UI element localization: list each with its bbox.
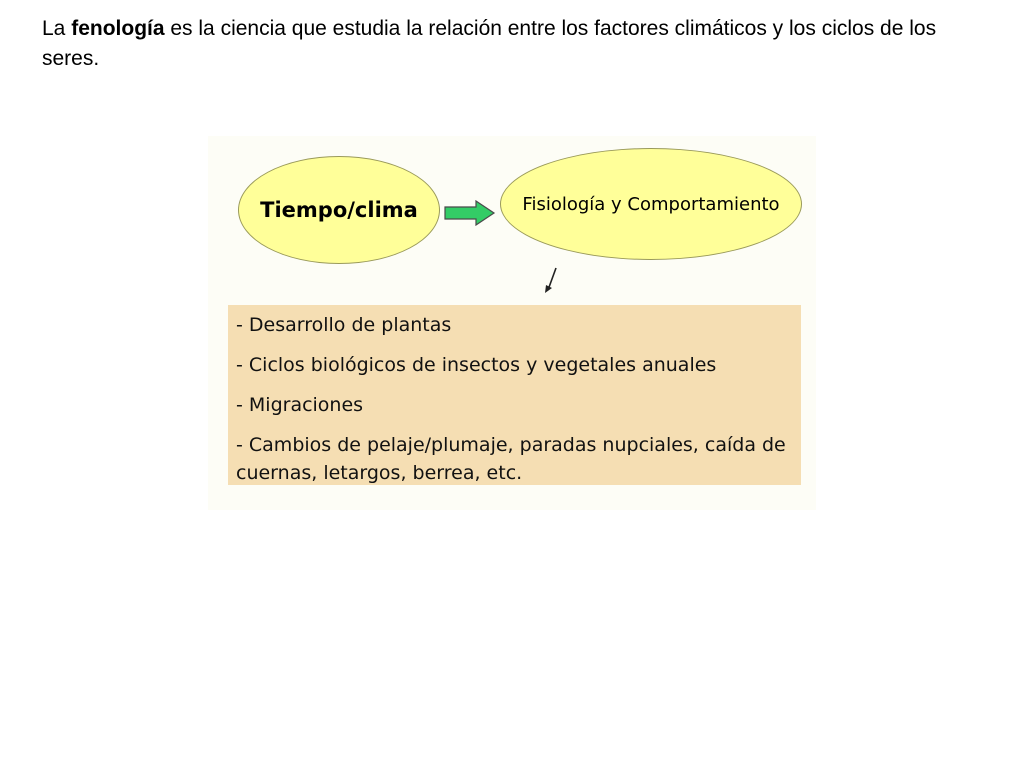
green-arrow-right-icon bbox=[444, 200, 496, 226]
phenology-diagram bbox=[208, 136, 816, 510]
effects-list bbox=[236, 311, 793, 487]
intro-prefix: La bbox=[42, 17, 72, 40]
node-fisiologia-label: Fisiología y Comportamiento bbox=[522, 193, 780, 215]
node-tiempo-clima bbox=[238, 156, 440, 264]
node-fisiologia-comportamiento bbox=[500, 148, 802, 260]
list-item: - Migraciones bbox=[236, 394, 364, 416]
effects-list-box bbox=[228, 305, 801, 485]
intro-suffix: es la ciencia que estudia la relación entre los factores climáticos y los ciclos de los seres. bbox=[42, 17, 937, 70]
list-item: - Cambios de pelaje/plumaje, paradas nupciales, caída de cuernas, letargos, berrea, etc. bbox=[236, 434, 786, 484]
arrow-down-icon bbox=[542, 266, 564, 296]
list-item: - Ciclos biológicos de insectos y vegetales anuales bbox=[236, 354, 717, 376]
intro-paragraph bbox=[42, 14, 982, 74]
list-item: - Desarrollo de plantas bbox=[236, 314, 452, 336]
intro-term: fenología bbox=[71, 17, 165, 40]
node-tiempo-clima-label: Tiempo/clima bbox=[260, 198, 418, 222]
